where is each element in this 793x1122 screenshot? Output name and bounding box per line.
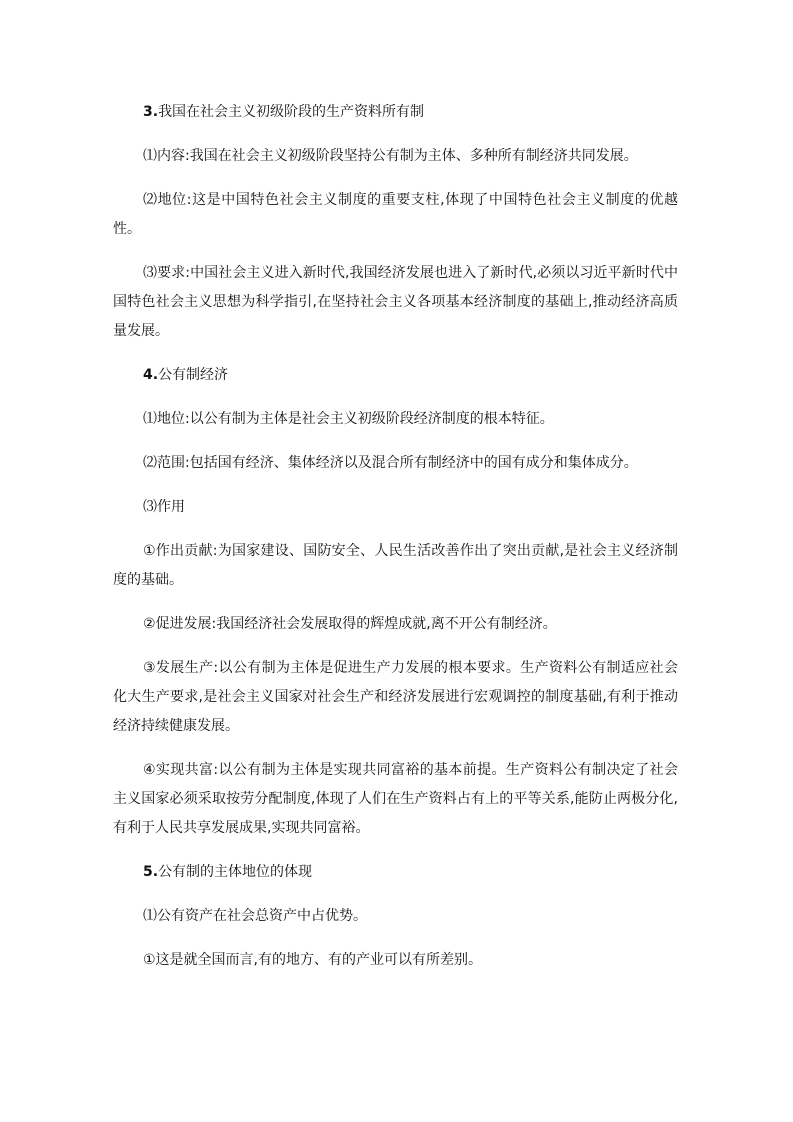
- heading-section-4: [113, 361, 678, 390]
- paragraph-public-scope: ⑵范围:包括国有经济、集体经济以及混合所有制经济中的国有成分和集体成分。: [143, 455, 638, 471]
- paragraph-role-production: ③发展生产:以公有制为主体是促进生产力发展的根本要求。生产资料公有制适应社会化大生产要求,是社会主义国家对社会生产和经济发展进行宏观调控的制度基础,有利于推动经济持续健康发展。: [113, 660, 678, 734]
- paragraph-role-prosperity: ④实现共富:以公有制为主体是实现共同富裕的基本前提。生产资料公有制决定了社会主义国家必须采取按劳分配制度,体现了人们在生产资料占有上的平等关系,能防止两极分化,有利于人民共享发展成果,实现共同富裕。: [113, 762, 678, 836]
- heading-number: 4.: [143, 367, 159, 383]
- paragraph-role-title: ⑶作用: [143, 499, 185, 515]
- paragraph-status: ⑵地位:这是中国特色社会主义制度的重要支柱,体现了中国特色社会主义制度的优越性。: [113, 192, 678, 237]
- heading-text: 我国在社会主义初级阶段的生产资料所有制: [158, 104, 425, 120]
- paragraph-assets-note: ①这是就全国而言,有的地方、有的产业可以有所差别。: [143, 952, 482, 968]
- paragraph-content: ⑴内容:我国在社会主义初级阶段坚持公有制为主体、多种所有制经济共同发展。: [143, 148, 638, 164]
- heading-text: 公有制经济: [158, 367, 229, 383]
- paragraph-assets: ⑴公有资产在社会总资产中占优势。: [143, 908, 367, 924]
- heading-section-3: [113, 98, 678, 127]
- heading-number: 3.: [143, 104, 159, 120]
- heading-number: 5.: [143, 864, 159, 880]
- paragraph-requirement: ⑶要求:中国社会主义进入新时代,我国经济发展也进入了新时代,必须以习近平新时代中国特色社会主义思想为科学指引,在坚持社会主义各项基本经济制度的基础上,推动经济高质量发展。: [113, 265, 678, 339]
- heading-text: 公有制的主体地位的体现: [158, 864, 313, 880]
- heading-section-5: [113, 858, 678, 887]
- paragraph-role-contribution: ①作出贡献:为国家建设、国防安全、人民生活改善作出了突出贡献,是社会主义经济制度的基础。: [113, 543, 678, 588]
- paragraph-public-status: ⑴地位:以公有制为主体是社会主义初级阶段经济制度的根本特征。: [143, 411, 554, 427]
- paragraph-role-development: ②促进发展:我国经济社会发展取得的辉煌成就,离不开公有制经济。: [143, 616, 557, 632]
